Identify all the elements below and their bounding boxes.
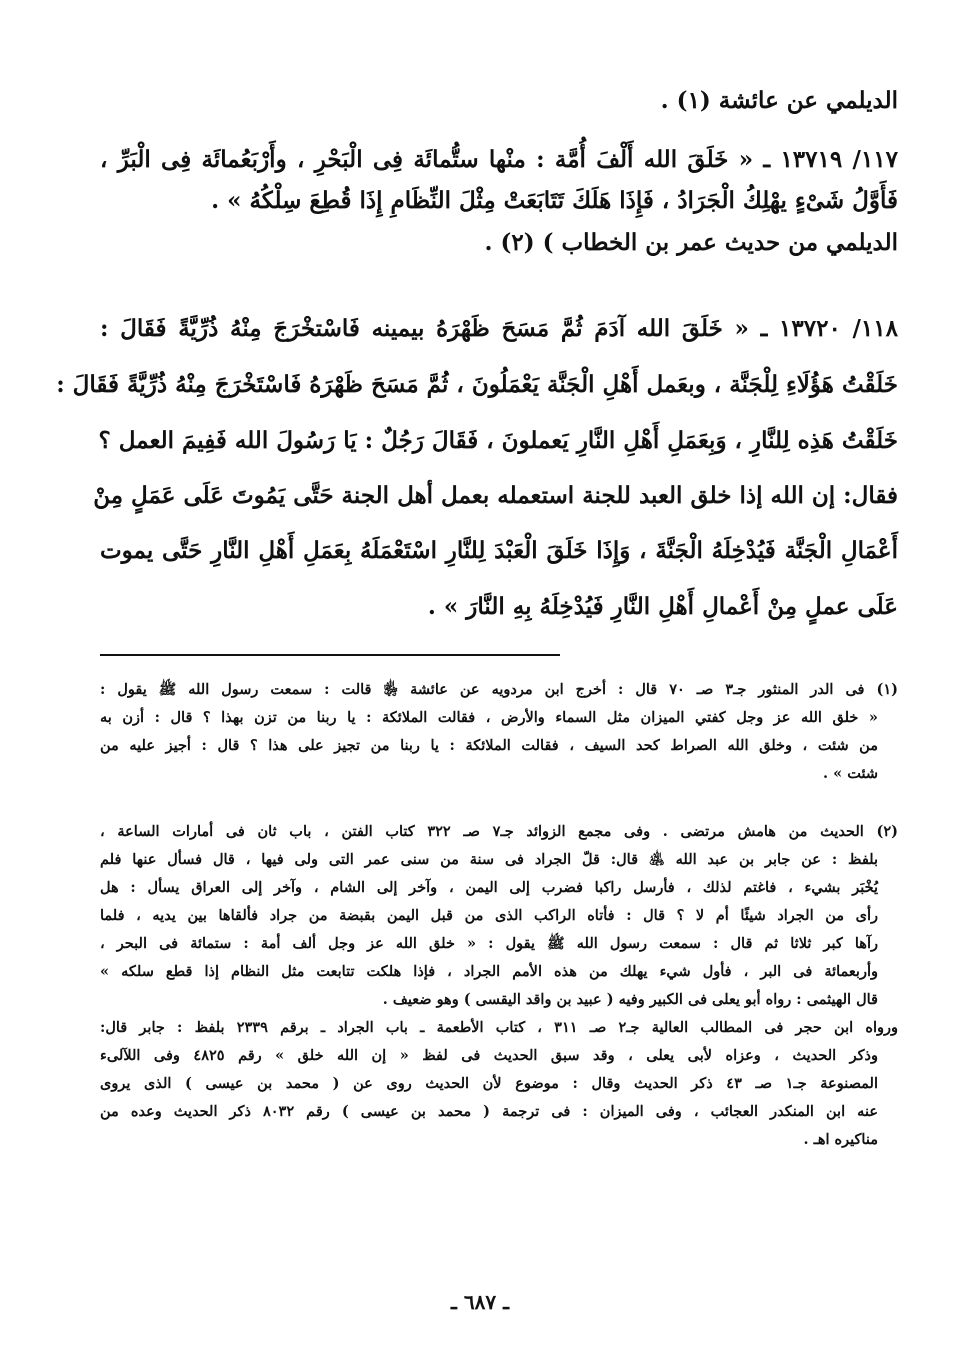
footnote-line: مناكيره اهـ . xyxy=(803,1131,878,1148)
footnote-line: ورواه ابن حجر فى المطالب العالية جـ٢ صـ ٣١١ ، كتاب الأطعمة ـ باب الجراد ـ برقم ٢٣٣٩ بلفظ : جابر قال: xyxy=(100,1019,898,1036)
footnote-line: من شئت ، وخلق الله الصراط كحد السيف ، فقالت الملائكة : يا ربنا من تجيز على هذا ؟ قال : أجيز عليه من xyxy=(100,737,878,754)
footnote-line: (٢) الحديث من هامش مرتضى . وفى مجمع الزوائد جـ٧ صـ ٣٢٢ كتاب الفتن ، باب ثان فى أمارات الساعة ، xyxy=(100,823,898,840)
main-line: الديلمي من حديث عمر بن الخطاب ) (٢) . xyxy=(484,229,898,256)
page-number: ـ ٦٨٧ ـ xyxy=(451,1290,509,1314)
hadith-117-line: ١١٧/ ١٣٧١٩ ـ « خَلَقَ الله أَلْفَ أُمَّة : منْها ستُّمائَة فِى الْبَحْرِ ، وأَرْبَعُمائَة فِى الْبَرِّ ، xyxy=(100,146,898,173)
main-line: خَلَقْتُ هَذِه لِلنَّارِ ، وَبِعَمَلِ أَهْلِ النَّارِ يَعملونَ ، فَقَالَ رَجُلٌ : يَا رَسُولَ الله فَفِيمَ العمل ؟ xyxy=(98,427,898,454)
footnote-line: قال الهيثمى : رواه أبو يعلى فى الكبير وفيه ( عبيد بن واقد اليقسى ) وهو ضعيف . xyxy=(382,991,878,1008)
footnote-line: يُخْبَر بشيء ، فاغتم لذلك ، فأرسل راكبا فضرب إلى اليمن ، وآخر إلى الشام ، وآخر إلى العراق يسأل : هل xyxy=(100,879,878,896)
footnote-line: المصنوعة جـ١ صـ ٤٣ ذكر الحديث وقال : موضوع لأن الحديث روى عن ( محمد بن عيسى ) الذى يروى xyxy=(100,1075,878,1092)
footnote-line: رأى من الجراد شيئًا أم لا ؟ قال : فأتاه الراكب الذى من قبل اليمن بقبضة من جراد فألقاها بين يديه ، فلما xyxy=(100,907,878,924)
footnote-line: بلفظ : عن جابر بن عبد الله ﵁ قال: قلّ الجراد فى سنة من سنى عمر التى ولى فيها ، قال فسأل عنها فلم xyxy=(100,851,878,868)
main-line: خَلَقْتُ هَؤُلَاءِ لِلْجَنَّة ، وبعَمل أَهْلِ الْجَنَّة يَعْمَلُونَ ، ثُمَّ مَسَحَ ظَهْرَهُ فَاسْتَخْرَجَ مِنْهُ ذُرِّيَّةً فَقَالَ : xyxy=(56,371,898,398)
hadith-118-line: ١١٨/ ١٣٧٢٠ ـ « خَلَقَ الله آدَمَ ثُمَّ مَسَحَ ظَهْرَهُ بيمينه فَاسْتخْرَجَ مِنْهُ ذُرِّيَّةً فَقَالَ : xyxy=(100,315,898,342)
footnote-line: (١) فى الدر المنثور جـ٣ صـ ٧٠ قال : أخرج ابن مردويه عن عائشة ﵂ قالت : سمعت رسول الله ﷺ يقول : xyxy=(100,681,898,698)
footnote-line: شئت » . xyxy=(823,765,878,782)
main-line: فَأَوَّلُ شَىْءٍ يهْلِكُ الْجَرَادُ ، فَإِذَا هَلَكَ تَتَابَعَتْ مِثْلَ النِّظَامِ إِذَا قُطِعَ سِلْكُهُ » . xyxy=(211,187,898,214)
footnote-line: « خلق الله عز وجل كفتي الميزان مثل السماء والأرض ، فقالت الملائكة : يا ربنا من تزن بهذا ؟ قال : أزن به xyxy=(100,709,878,726)
footnote-line: وذكر الحديث ، وعزاه لأبى يعلى ، وقد سبق الحديث فى لفظ « إن الله خلق » رقم ٤٨٢٥ وفى اللآلىء xyxy=(100,1047,878,1064)
main-line: عَلَى عملٍ مِنْ أَعْمالِ أَهْلِ النَّارِ فَيُدْخِلَهُ بِهِ النَّارَ » . xyxy=(427,593,898,620)
main-line: أَعْمَالِ الْجَنَّة فَيُدْخِلَهُ الْجَنَّةَ ، وَإِذَا خَلَقَ الْعَبْدَ لِلنَّارِ اسْتَعْمَلَهُ بِعَمَلِ أَهْلِ النَّارِ حَتَّى يموت xyxy=(100,537,898,564)
footnote-separator xyxy=(100,654,560,656)
footnote-line: رآها كبر ثلاثا ثم قال : سمعت رسول الله ﷺ يقول : « خلق الله عز وجل ألف أمة : ستمائة فى البحر ، xyxy=(100,935,878,952)
footnote-line: وأربعمائة فى البر ، فأول شيء يهلك من هذه الأمم الجراد ، فإذا هلكت تتابعت مثل النظام إذا قطع سلكه » xyxy=(100,963,878,980)
main-line: الديلمي عن عائشة (١) . xyxy=(660,87,898,114)
main-line: فقال: إن الله إذا خلق العبد للجنة استعمله بعمل أهل الجنة حَتَّى يَمُوتَ عَلَى عَمَلٍ مِنْ xyxy=(93,482,898,509)
footnote-line: عنه ابن المنكدر العجائب ، وفى الميزان : فى ترجمة ( محمد بن عيسى ) رقم ٨٠٣٢ ذكر الحديث وعده من xyxy=(100,1103,878,1120)
